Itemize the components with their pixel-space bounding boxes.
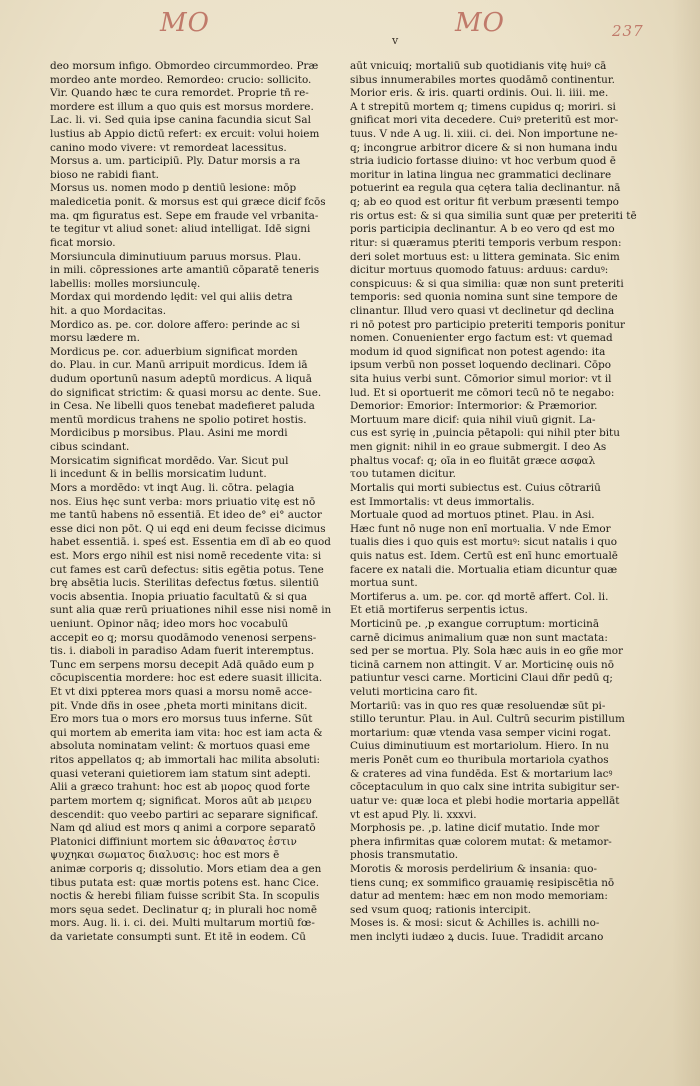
text-line: deo morsum infigo. Obmordeo circummordeo. Præ	[50, 60, 319, 72]
text-line: moritur in latina lingua nec grammatici declinare	[350, 168, 612, 181]
text-line: noctis & herebi filiam fuisse scribit Sta. In scopulis	[50, 890, 320, 903]
running-head-left: MO	[160, 8, 210, 38]
text-line: lud. Et si oportuerit me cōmori tecū nō te negabo:	[350, 386, 615, 399]
text-line: Mordicus pe. cor. aduerbium significat morden	[50, 345, 298, 358]
text-line: tuus. V nde A ug. li. xiii. ci. dei. Non importune ne-	[350, 128, 618, 141]
text-line: temporis: sed quonia nomina sunt sine tempore de	[350, 291, 618, 304]
left-text-column	[50, 60, 340, 945]
text-line: men gignit: nihil in eo graue submergit. I deo As	[350, 441, 607, 454]
text-line: maledicetia ponit. & morsus est qui græce dicif fcōs	[50, 196, 326, 209]
text-line: carnē dicimus animalium quæ non sunt mactata:	[350, 631, 608, 644]
text-line: cut fames est carū defectus: sitis egētia potus. Tene	[50, 563, 324, 576]
text-line: mordere est illum a quo quis est morsus mordere.	[50, 100, 314, 113]
text-line: animæ corporis q; dissolutio. Mors etiam dea a gen	[50, 862, 322, 875]
text-line: accepit eo q; morsu quodāmodo venenosi serpens-	[50, 631, 317, 644]
text-line: in Cesa. Ne libelli quos tenebat madefieret paluda	[50, 400, 315, 413]
text-line: mentū mordicus trahens ne spolio potiret hostis.	[50, 413, 307, 426]
text-line: me tantū habens nō essentiā. Et ideo de° ei° auctor	[50, 509, 322, 522]
text-line: q; ab eo quod est oritur fit verbum præsenti tempo	[350, 196, 619, 209]
right-text-column	[350, 60, 650, 945]
text-line: tualis dies i quo quis est mortuꝰ: sicut natalis i quo	[350, 536, 618, 549]
text-line: phosis transmutatio.	[350, 849, 459, 862]
text-line: vocis absentia. Inopia priuatio facultatū & si qua	[50, 590, 308, 603]
text-line: patiuntur vesci carne. Morticini Claui dñr pedū q;	[350, 672, 613, 685]
text-line: potuerint ea regula qua cętera talia declinantur. nā	[350, 182, 621, 195]
text-line: esse dici non pōt. Q ui eqd eni deum fecisse dicimus	[50, 522, 326, 535]
text-line: ritur: si quæramus pteriti temporis verbum respon:	[350, 236, 622, 249]
text-line: lustius ab Appio dictū refert: ex ercuit: volui hoiem	[50, 128, 320, 141]
text-line: ψυχηκαι σωματος διαλυσις: hoc est mors ē	[50, 849, 280, 862]
text-line: absoluta nominatam velint: & mortuos quasi eme	[50, 740, 311, 753]
text-line: phera infirmitas quæ colorem mutat: & metamor-	[350, 835, 612, 848]
text-line: datur ad mentem: hæc em non modo memoriam:	[350, 890, 608, 903]
text-line: Morsicatim significat mordēdo. Var. Sicut pul	[50, 454, 289, 467]
text-line: cōceptaculum in quo calx sine intrita subigitur ser-	[350, 781, 620, 794]
text-line: tis. i. diaboli in paradiso Adam fuerit interemptus.	[50, 645, 315, 658]
text-line: του tutamen dicitur.	[350, 468, 456, 481]
text-line: Mortuale quod ad mortuos ptinet. Plau. in Asi.	[350, 509, 595, 522]
text-line: mors. Aug. li. i. ci. dei. Multi multarum mortiū fœ-	[50, 917, 315, 930]
text-line: conspicuus: & si qua similia: quæ non sunt preteriti	[350, 277, 624, 290]
text-line: facere ex natali die. Mortualia etiam dicuntur quæ	[350, 563, 618, 576]
text-line: Morsus a. um. participiū. Ply. Datur morsis a ra	[50, 155, 301, 168]
text-line: Morsiuncula diminutiuum paruus morsus. Plau.	[50, 250, 302, 263]
text-line: sibus innumerabiles mortes quodāmō continentur.	[350, 73, 615, 86]
text-line: est Immortalis: vt deus immortalis.	[350, 495, 535, 508]
text-line: Et etiā mortiferus serpentis ictus.	[350, 604, 528, 617]
text-line: Morior eris. & iris. quarti ordinis. Oui. li. iiii. me.	[350, 87, 609, 100]
text-line: cibus scindant.	[50, 441, 130, 454]
text-line: aūt vnicuiq; mortaliū sub quotidianis vitę huiꝰ cā	[350, 60, 607, 72]
text-line: sed vsum quoq; rationis intercipit.	[350, 903, 532, 916]
text-line: tibus putata est: quæ mortis potens est. hanc Cice.	[50, 876, 320, 889]
text-line: modum id quod significat non potest agendo: ita	[350, 345, 606, 358]
text-line: Platonici diffiniunt mortem sic ἀθανατος ἐστιν	[50, 835, 297, 848]
text-line: do. Plau. in cur. Manū arripuit mordicus. Idem iā	[50, 359, 308, 372]
text-line: men inclyti iudæo ꝝ ducis. Iuue. Tradidit arcano	[350, 931, 604, 943]
text-line: Mordax qui mordendo lędit: vel qui aliis detra	[50, 291, 293, 304]
text-line: ticinā carnem non attingit. V ar. Morticinę ouis nō	[350, 658, 615, 671]
text-line: ris ortus est: & si qua similia sunt quæ per preteriti tē	[350, 209, 637, 222]
text-line: mortua sunt.	[350, 577, 418, 590]
text-line: ueniunt. Opinor nāq; ideo mors hoc vocabulū	[50, 617, 289, 630]
text-line: li incedunt & in bellis morsicatim ludunt.	[50, 468, 267, 481]
text-line: clinantur. Illud vero quasi vt declinetur qd declina	[350, 304, 615, 317]
text-line: Tunc em serpens morsu decepit Adā quādo eum p	[50, 658, 314, 671]
text-line: Mortariū: vas in quo res quæ resoluendæ sūt pi-	[350, 699, 606, 712]
text-line: Mortalis qui morti subiectus est. Cuius cōtrariū	[350, 481, 601, 494]
folio-number: 237	[612, 22, 644, 40]
text-line: sunt alia quæ rerū priuationes nihil esse nisi nomē in	[50, 604, 332, 617]
text-line: canino modo vivere: vt remordeat lacessitus.	[50, 141, 287, 154]
text-line: ipsum verbū non posset loquendo declinari. Cōpo	[350, 359, 612, 372]
text-line: mors sęua sedet. Declinatur q; in plurali hoc nomē	[50, 903, 317, 916]
text-line: in mili. cōpressiones arte amantiū cōparatē teneris	[50, 264, 320, 277]
text-line: ritos appellatos q; ab immortali hac milita absoluti:	[50, 754, 321, 767]
page-edge-shading	[672, 0, 700, 1086]
text-line: est. Mors ergo nihil est nisi nomē recedente vita: si	[50, 549, 322, 562]
text-line: habet essentiā. i. speś est. Essentia em dī ab eo quod	[50, 536, 331, 549]
text-line: mordeo ante mordeo. Remordeo: crucio: sollicito.	[50, 73, 312, 86]
text-line: tiens cunq; ex sommifico grauamię resipiscētia nō	[350, 876, 615, 889]
text-line: meris Ponēt cum eo thuribula mortariola cyathos	[350, 754, 609, 767]
text-line: Mortiferus a. um. pe. cor. qd mortē affert. Col. li.	[350, 590, 609, 603]
text-line: pit. Vnde dñs in osee ,pheta morti minitans dicit.	[50, 699, 308, 712]
text-line: poris participia declinantur. A b eo vero qd est mo	[350, 223, 615, 236]
text-line: Morotis & morosis perdelirium & insania: quo-	[350, 862, 597, 875]
text-line: mortarium: quæ vtenda vasa semper vicini rogat.	[350, 726, 612, 739]
text-line: deri solet mortuus est: u littera geminata. Sic enim	[350, 250, 620, 263]
text-line: Morticinū pe. ,p exangue corruptum: morticinā	[350, 617, 600, 630]
text-line: stillo teruntur. Plau. in Aul. Cultrū securim pistillum	[350, 713, 625, 726]
text-line: te tegitur vt aliud sonet: aliud intelligat. Idē signi	[50, 223, 311, 236]
text-line: Demorior: Emorior: Intermorior: & Præmorior.	[350, 400, 598, 413]
text-line: Mordico as. pe. cor. dolore affero: perinde ac si	[50, 318, 300, 331]
text-line: quis natus est. Idem. Certū est enī hunc emortualē	[350, 549, 618, 562]
text-line: hit. a quo Mordacitas.	[50, 304, 167, 317]
text-line: Moses is. & mosi: sicut & Achilles is. achilli no-	[350, 917, 600, 930]
text-line: bioso ne rabidi fiant.	[50, 168, 159, 181]
text-line: nomen. Conuenienter ergo factum est: vt quemad	[350, 332, 613, 345]
text-line: ma. qm figuratus est. Sepe em fraude vel vrbanita-	[50, 209, 319, 222]
text-line: uatur ve: quæ loca et plebi hodie mortaria appellāt	[350, 794, 620, 807]
text-line: Ero mors tua o mors ero morsus tuus inferne. Sūt	[50, 713, 313, 726]
text-line: Hæc funt nō nuge non enī mortualia. V nde Emor	[350, 522, 611, 535]
text-line: A t strepitū mortem q; timens cupidus q; moriri. si	[350, 100, 616, 113]
text-line: Et vt dixi ppterea mors quasi a morsu nomē acce-	[50, 686, 312, 699]
text-line: qui mortem ab emerita iam vita: hoc est iam acta &	[50, 726, 323, 739]
text-line: Cuius diminutiuum est mortariolum. Hiero. In nu	[350, 740, 609, 753]
text-line: partem mortem q; significat. Moros aūt ab μειρευ	[50, 794, 312, 807]
text-line: phaltus vocaf: q; oīa in eo fluitāt græce ασφαλ	[350, 454, 596, 467]
text-line: da varietate consumpti sunt. Et itē in eodem. Cū	[50, 931, 306, 943]
text-line: dudum oportunū nasum adeptū mordicus. A liquā	[50, 373, 312, 386]
text-line: Alii a græco trahunt: hoc est ab μορος quod forte	[50, 781, 311, 794]
text-line: do significat strictim: & quasi morsu ac dente. Sue.	[50, 386, 322, 399]
text-line: Morphosis pe. ,p. latine dicif mutatio. Inde mor	[350, 822, 600, 835]
text-line: & crateres ad vina fundēda. Est & mortarium lacꝰ	[350, 767, 613, 780]
running-head-right: MO	[455, 8, 505, 38]
text-line: q; incongrue arbitror dicere & si non humana indu	[350, 141, 618, 154]
text-line: labellis: molles morsiunculę.	[50, 277, 201, 290]
text-line: nos. Eius hęc sunt verba: mors priuatio vitę est nō	[50, 495, 316, 508]
text-line: vt est apud Ply. li. xxxvi.	[350, 808, 477, 821]
text-line: morsu lædere m.	[50, 332, 140, 345]
text-line: Mors a mordēdo: vt inqt Aug. li. cōtra. pelagia	[50, 481, 295, 494]
text-line: cōcupiscentia mordere: hoc est edere suasit illicita.	[50, 672, 323, 685]
text-line: ri nō potest pro participio preteriti temporis ponitur	[350, 318, 626, 331]
text-line: sed per se mortua. Ply. Sola hæc auis in eo gñe mor	[350, 645, 623, 658]
text-line: Lac. li. vi. Sed quia ipse canina facundia sicut Sal	[50, 114, 311, 127]
text-line: gnificat mori vita decedere. Cuiꝰ preteritū est mor-	[350, 114, 619, 127]
text-line: ficat morsio.	[50, 236, 116, 249]
text-line: stria iudicio fortasse diuino: vt hoc verbum quod ē	[350, 155, 616, 168]
text-line: Vir. Quando hæc te cura remordet. Proprie tñ re-	[50, 87, 309, 100]
text-line: Nam qd aliud est mors q animi a corpore separatō	[50, 822, 316, 835]
text-line: Mordicibus p morsibus. Plau. Asini me mordi	[50, 427, 288, 440]
text-line: quasi veterani quietiorem iam statum sint adepti.	[50, 767, 311, 780]
text-line: veluti morticina caro fit.	[350, 686, 478, 699]
text-line: Mortuum mare dicif: quia nihil viuū gignit. La-	[350, 413, 596, 426]
text-line: descendit: quo veebo partiri ac separare significaf.	[50, 808, 319, 821]
text-line: brę absētia lucis. Sterilitas defectus fœtus. silentiū	[50, 577, 319, 590]
text-line: cus est syrię in ,puincia pētapoli: qui nihil pter bitu	[350, 427, 620, 440]
signature-mark: v	[392, 34, 399, 47]
text-line: Morsus us. nomen modo p dentiū lesione: mōp	[50, 182, 297, 195]
text-line: sita huius verbi sunt. Cōmorior simul morior: vt il	[350, 373, 612, 386]
text-line: dicitur mortuus quomodo fatuus: arduus: carduꝰ:	[350, 264, 609, 277]
